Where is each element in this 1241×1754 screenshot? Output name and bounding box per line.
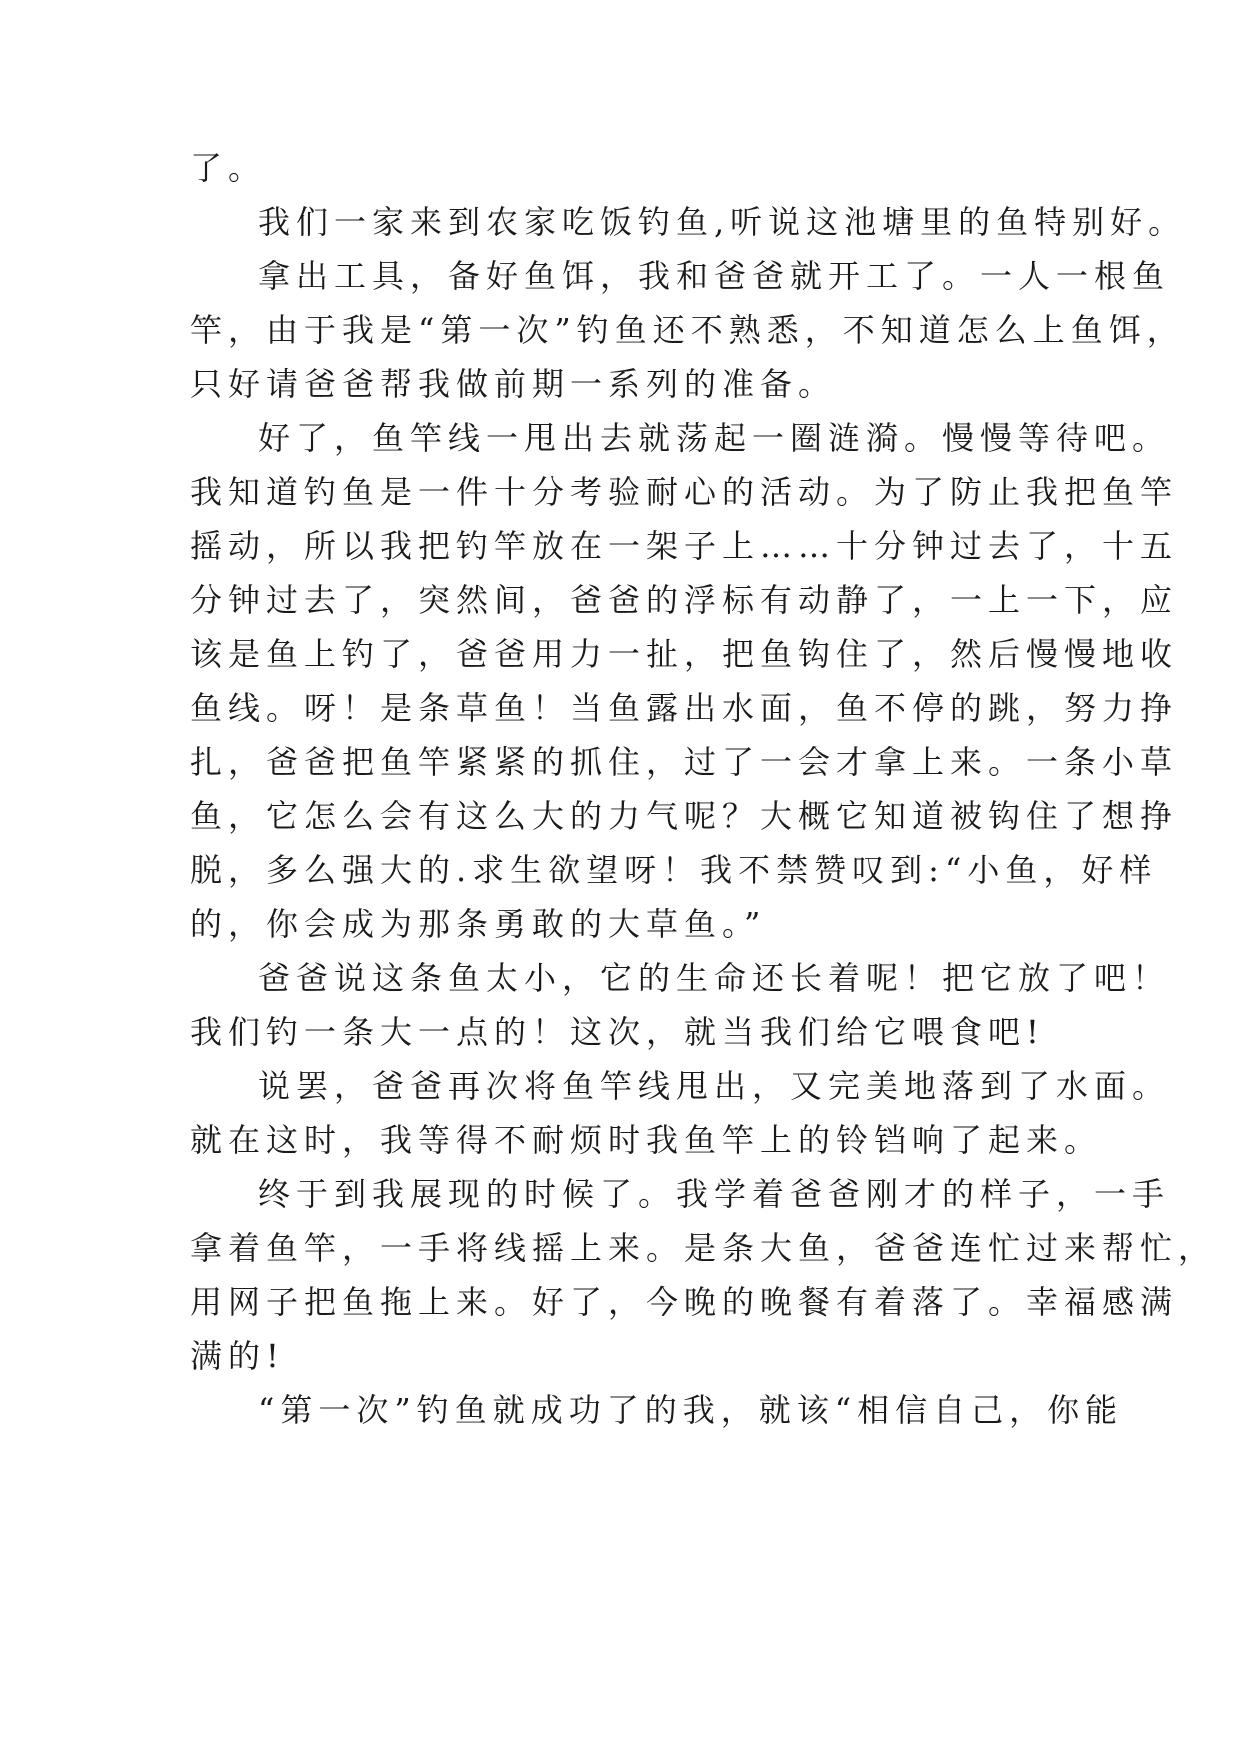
text-line: 扎，爸爸把鱼竿紧紧的抓住，过了一会才拿上来。一条小草 bbox=[190, 743, 1179, 781]
text-line: 说罢，爸爸再次将鱼竿线甩出，又完美地落到了水面。 bbox=[258, 1067, 1171, 1105]
text-line: 摇动，所以我把钓竿放在一架子上……十分钟过去了，十五 bbox=[190, 527, 1179, 565]
text-line: 该是鱼上钓了，爸爸用力一扯，把鱼钩住了，然后慢慢地收 bbox=[190, 635, 1179, 673]
text-line: 竿，由于我是“第一次”钓鱼还不熟悉，不知道怎么上鱼饵， bbox=[190, 311, 1185, 349]
text-line: 我们钓一条大一点的！这次，就当我们给它喂食吧! bbox=[190, 1013, 1045, 1051]
text-line: 好了，鱼竿线一甩出去就荡起一圈涟漪。慢慢等待吧。 bbox=[258, 419, 1171, 457]
text-line: 鱼线。呀！是条草鱼！当鱼露出水面，鱼不停的跳，努力挣 bbox=[190, 689, 1179, 727]
text-line: 我知道钓鱼是一件十分考验耐心的活动。为了防止我把鱼竿 bbox=[190, 473, 1179, 511]
text-line: 脱，多么强大的.求生欲望呀！我不禁赞叹到:“小鱼，好样 bbox=[190, 851, 1158, 889]
text-line: 满的! bbox=[190, 1337, 285, 1375]
text-line: 爸爸说这条鱼太小，它的生命还长着呢！把它放了吧！ bbox=[258, 959, 1171, 997]
text-line: 用网子把鱼拖上来。好了，今晚的晚餐有着落了。幸福感满 bbox=[190, 1283, 1179, 1321]
text-line: 我们一家来到农家吃饭钓鱼,听说这池塘里的鱼特别好。 bbox=[258, 203, 1187, 241]
text-line: “第一次”钓鱼就成功了的我，就该“相信自己，你能 bbox=[258, 1391, 1124, 1429]
text-line: 分钟过去了，突然间，爸爸的浮标有动静了，一上一下，应 bbox=[190, 581, 1179, 619]
text-line: 的，你会成为那条勇敢的大草鱼。” bbox=[190, 905, 767, 943]
text-line: 了。 bbox=[190, 149, 267, 187]
text-line: 鱼，它怎么会有这么大的力气呢？大概它知道被钩住了想挣 bbox=[190, 797, 1179, 835]
text-line: 就在这时，我等得不耐烦时我鱼竿上的铃铛响了起来。 bbox=[190, 1121, 1103, 1159]
text-line: 终于到我展现的时候了。我学着爸爸刚才的样子，一手 bbox=[258, 1175, 1171, 1213]
text-line: 只好请爸爸帮我做前期一系列的准备。 bbox=[190, 365, 837, 403]
text-line: 拿着鱼竿，一手将线摇上来。是条大鱼，爸爸连忙过来帮忙， bbox=[190, 1229, 1217, 1267]
text-line: 拿出工具，备好鱼饵，我和爸爸就开工了。一人一根鱼 bbox=[258, 257, 1171, 295]
